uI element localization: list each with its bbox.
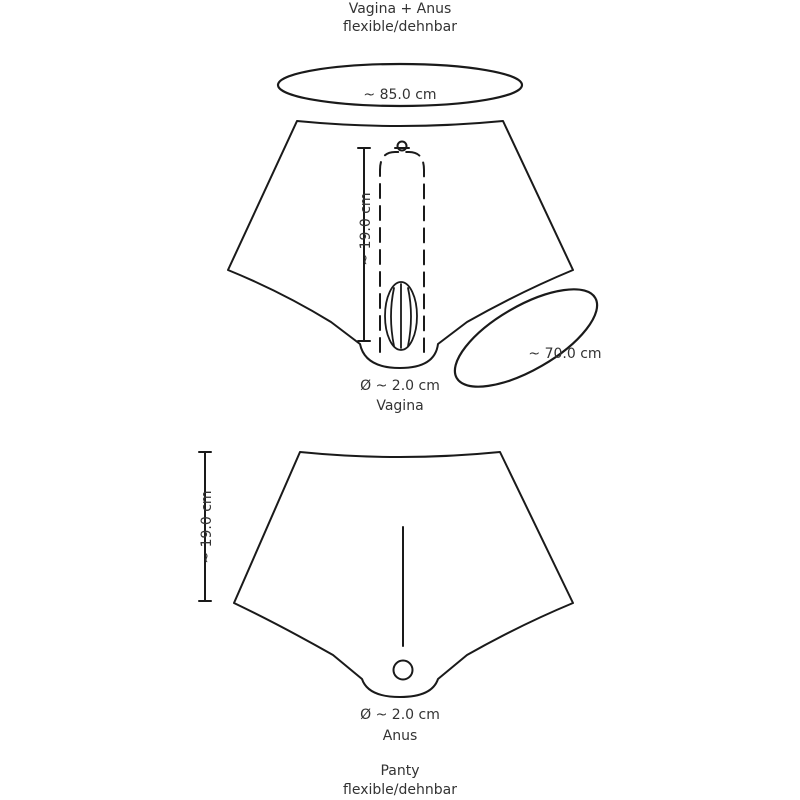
footer-subtitle: flexible/dehnbar	[343, 782, 457, 798]
insert-length-label: ~ 19.0 cm	[358, 192, 374, 266]
waist-measure-label: ~ 85.0 cm	[363, 87, 437, 103]
header-title: Vagina + Anus	[348, 1, 452, 17]
height-measure-label: ~ 19.0 cm	[199, 490, 215, 564]
leg-measure-label: ~ 70.0 cm	[528, 346, 602, 362]
anus-opening-icon	[394, 661, 413, 680]
anus-label: Anus	[382, 728, 418, 744]
header-subtitle: flexible/dehnbar	[343, 19, 457, 35]
vagina-label: Vagina	[376, 398, 424, 414]
vagina-opening-icon	[385, 282, 417, 350]
footer-title: Panty	[380, 763, 420, 779]
anus-diameter-label: Ø ~ 2.0 cm	[360, 707, 440, 723]
insert-knob	[398, 142, 407, 151]
vagina-diameter-label: Ø ~ 2.0 cm	[360, 378, 440, 394]
